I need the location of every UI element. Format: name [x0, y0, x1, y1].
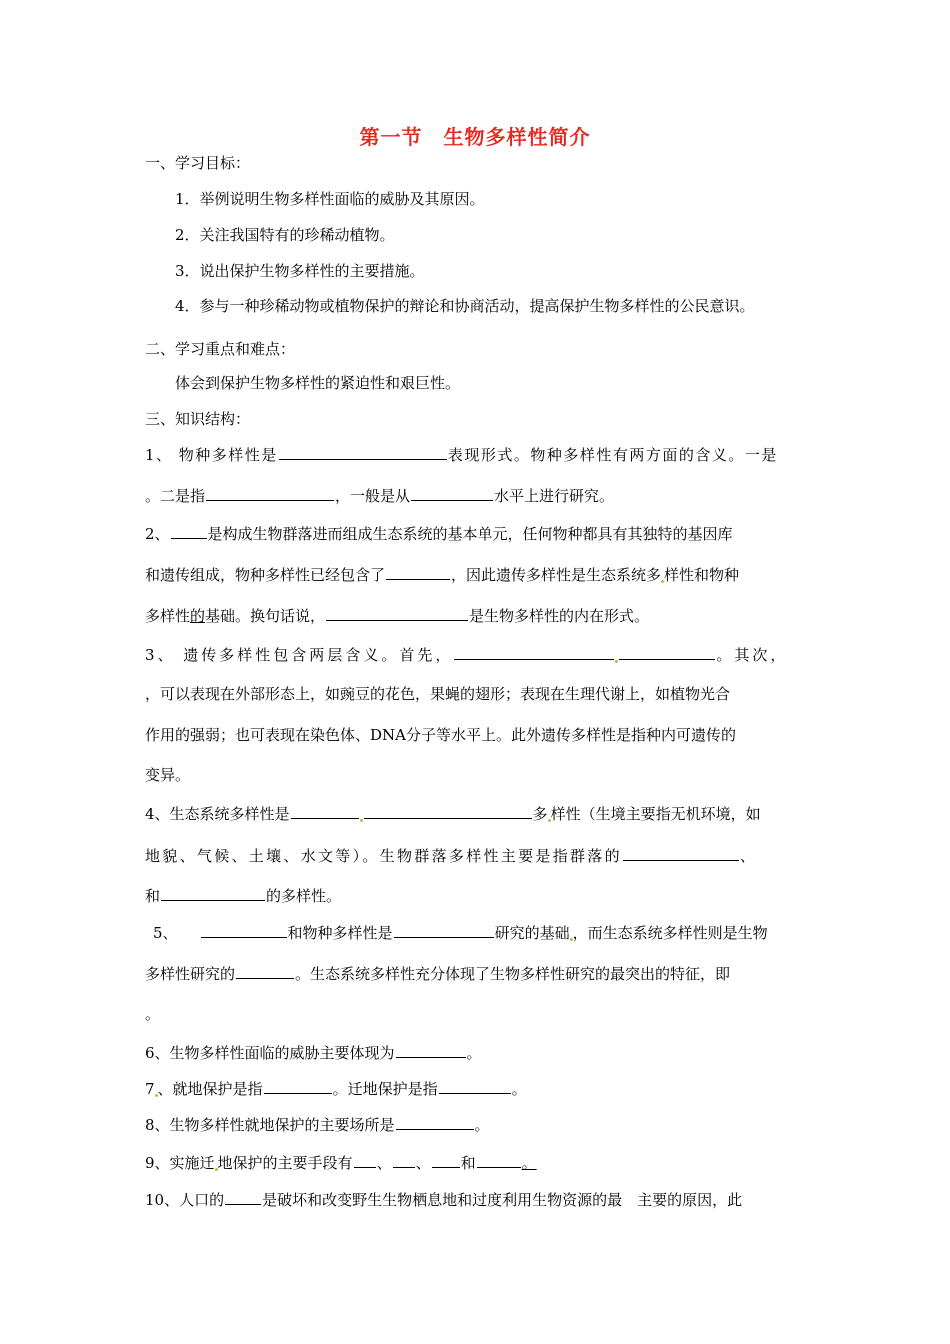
blank-field[interactable]: [291, 803, 359, 819]
goal-item: 4．参与一种珍稀动物或植物保护的辩论和协商活动，提高保护生物多样性的公民意识。: [175, 297, 755, 315]
blank-field[interactable]: [619, 644, 715, 660]
blank-field[interactable]: [396, 1114, 474, 1130]
question-7: 7 、就地保护是指 。迁地保护是指 。: [145, 1080, 527, 1098]
blank-field[interactable]: [354, 1152, 376, 1168]
question-3-line-2: ，可以表现在外部形态上，如豌豆的花色，果蝇的翅形；表现在生理代谢上，如植物光合: [145, 685, 731, 703]
blank-field[interactable]: [326, 605, 468, 621]
blank-field[interactable]: [364, 803, 532, 819]
blank-field[interactable]: [454, 644, 614, 660]
question-3-line-1: 3、 遗传多样性包含两层含义。首先， 。其次，: [145, 646, 789, 664]
goal-item: 2．关注我国特有的珍稀动植物。: [175, 226, 395, 244]
question-1-line-2: 。二是指 ，一般是从 水平上进行研究。: [145, 487, 615, 505]
question-3-line-3: 作用的强弱；也可表现在染色体、DNA分子等水平上。此外遗传多样性是指种内可遗传的: [145, 726, 736, 744]
blank-field[interactable]: [236, 963, 294, 979]
blank-field[interactable]: [411, 485, 493, 501]
blank-field[interactable]: [439, 1078, 511, 1094]
section-heading-structure: 三、知识结构：: [145, 410, 251, 428]
question-6: 6、生物多样性面临的威胁主要体现为 。: [145, 1044, 482, 1062]
blank-field[interactable]: [161, 885, 265, 901]
question-5-line-3: 。: [145, 1005, 161, 1023]
stray-mark: [360, 819, 363, 822]
blank-field[interactable]: [386, 564, 450, 580]
blank-field[interactable]: [206, 485, 334, 501]
question-5-line-2: 多样性研究的 。生态系统多样性充分体现了生物多样性研究的最突出的特征，即: [145, 965, 731, 983]
blank-field[interactable]: [477, 1152, 521, 1168]
question-3-line-4: 变异。: [145, 766, 191, 784]
question-4-line-3: 和 的多样性。: [145, 887, 342, 905]
blank-field[interactable]: [396, 1042, 466, 1058]
blank-field[interactable]: [394, 922, 494, 938]
key-points-text: 体会到保护生物多样性的紧迫性和艰巨性。: [175, 374, 461, 392]
blank-field[interactable]: [225, 1189, 261, 1205]
question-10: 10、人口的 是破坏和改变野生生物栖息地和过度利用生物资源的最 主要的原因，此: [145, 1191, 743, 1209]
section-heading-goals: 一、学习目标：: [145, 154, 251, 172]
question-2-line-2: 和遗传组成，物种多样性已经包含了 ，因此遗传多样性是生态系统多 样性和物种: [145, 566, 740, 584]
blank-field[interactable]: [201, 922, 287, 938]
goal-item: 1．举例说明生物多样性面临的威胁及其原因。: [175, 190, 485, 208]
question-2-line-1: 2、 是构成生物群落进而组成生态系统的基本单元，任何物种都具有其独特的基因库: [145, 525, 733, 543]
page-title: 第一节 生物多样性简介: [359, 125, 591, 149]
goal-item: 3．说出保护生物多样性的主要措施。: [175, 262, 425, 280]
blank-field[interactable]: [623, 845, 739, 861]
question-2-line-3: 多样性的基础。换句话说， 是生物多样性的内在形式。: [145, 607, 650, 625]
stray-mark: [615, 660, 618, 663]
question-5-line-1: 5、 和物种多样性是 研究的基础 ，而生态系统多样性则是生物: [153, 924, 768, 942]
question-4-line-1: 4、生态系统多样性是 多 样性（生境主要指无机环境，如: [145, 805, 761, 823]
blank-field[interactable]: [279, 444, 447, 460]
blank-field[interactable]: [171, 523, 207, 539]
question-1-line-1: 1、 物种多样性是 表现形式。物种多样性有两方面的含义。一是: [145, 446, 778, 464]
question-8: 8、生物多样性就地保护的主要场所是 。: [145, 1116, 490, 1134]
blank-field[interactable]: [393, 1152, 415, 1168]
question-4-line-2: 地貌、气候、土壤、水文等）。生物群落多样性主要是指群落的 、: [145, 847, 755, 865]
blank-field[interactable]: [432, 1152, 460, 1168]
question-9: 9、实施迁 地保护的主要手段有 、 、 和 。: [145, 1154, 537, 1172]
blank-field[interactable]: [264, 1078, 332, 1094]
section-heading-key-points: 二、学习重点和难点：: [145, 340, 296, 358]
